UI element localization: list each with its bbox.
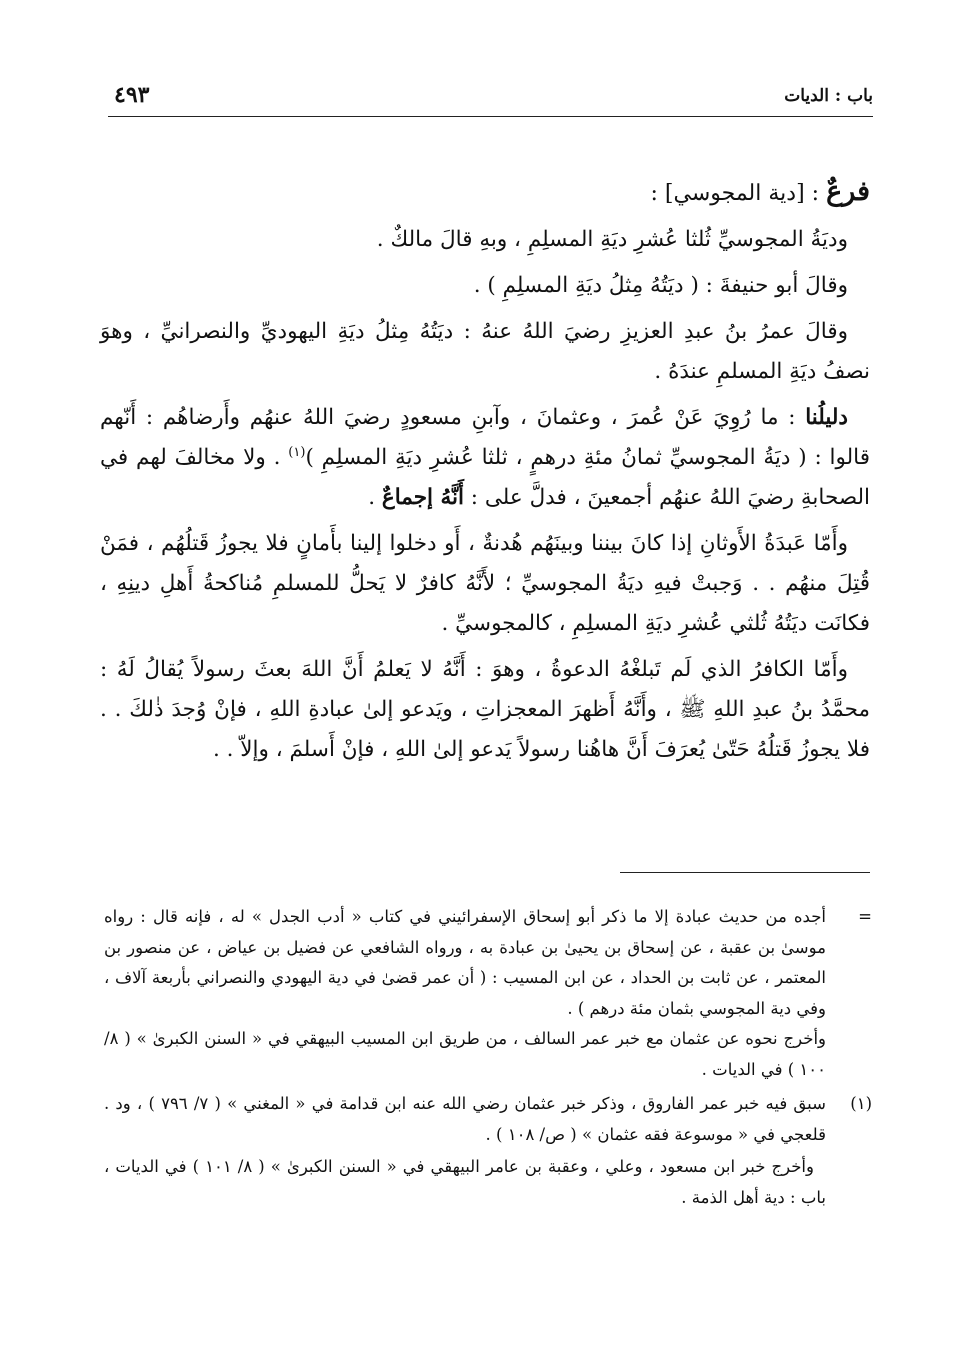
- section-heading-title: : [دية المجوسي] :: [650, 181, 827, 206]
- footnote-marker: =: [858, 907, 872, 926]
- footnote-reference: (١): [288, 444, 306, 460]
- paragraph-4-text-a: : ما رُوِيَ عَنْ عُمرَ ، وعثمانَ ، وآبنِ مسعودٍ رضيَ اللهُ عنهُم وأَرضاهُم : أَنّهم قالوا : ( ديَةُ المجوسيِّ ثمانُ مئةِ درهمٍ ، ثلثا عُشرِ ديَةِ المسلِمِ ): [100, 405, 870, 470]
- section-heading-word: فرعٌ: [826, 176, 870, 207]
- paragraph-5: وأَمّا عَبدَةُ الأَوثانِ إذا كانَ بيننا وبينَهُم هُدنةٌ ، أَو دخلوا إلينا بأَمانٍ فلا يجوزُ قَتلُهُم ، فمَنْ قُتِلَ منهُم . . وَجبتْ فيهِ ديَةُ المجوسيِّ ؛ لأَنَّهُ كافرٌ لا يَحلُّ للمسلمِ مُناكحةُ أَهلِ دينِهِ ، فكانَت ديَتُهُ ثُلثي عُشرِ ديَةِ المسلِمِ ، كالمجوسيِّ .: [100, 531, 870, 636]
- paragraph-6: وأَمّا الكافرُ الذي لَم تَبلغْهُ الدعوةُ ، وهوَ : أَنَّهُ لا يَعلمُ أَنَّ اللهَ بعثَ رسولاً يُقالُ لَهُ : محمَّدُ بنُ عبدِ اللهِ ﷺ ، وأَنَّهُ أَظهرَ المعجزاتِ ، ويَدعو إلىٰ عبادةِ اللهِ ، فإنْ وُجدَ ذٰلكَ . . فلا يجوزُ قَتلُهُ حَتّىٰ يُعرَفَ أَنَّ هاهُنا رسولاً يَدعو إلىٰ اللهِ ، فإنْ أَسلمَ ، وإلاّ . .: [100, 657, 870, 762]
- paragraph-4-text-d: .: [368, 485, 382, 510]
- consensus-phrase: أَنَّهُ إجماعٌ: [381, 485, 464, 510]
- footnotes: [104, 902, 872, 1217]
- evidence-label: دليلُنا: [805, 405, 848, 430]
- page-header: [108, 82, 873, 117]
- paragraph-4: [100, 398, 870, 518]
- paragraph-4-text-b: . ولا مخالفَ لهم في الصحابةِ رضيَ اللهُ عنهُم أجمعينَ ، فدلَّ على :: [100, 445, 870, 510]
- footnote-separator: [620, 872, 870, 873]
- footnote-paragraph: وأخرج خبر ابن مسعود ، وعلي ، وعقبة بن عامر البيهقي في « السنن الكبرىٰ » ( ٨/ ١٠١ ) في الديات ، باب : دية أهل الذمة .: [104, 1157, 826, 1207]
- paragraph-3: وقالَ عمرُ بنُ عبدِ العزيزِ رضيَ اللهُ عنهُ : ديَتُهُ مِثلُ ديَةِ اليهوديِّ والنصرانيِّ ، وهوَ نصفُ ديَةِ المسلمِ عندَهُ .: [100, 319, 870, 384]
- footnote-continued: [104, 902, 872, 1085]
- footnote-paragraph: سبق فيه خبر عمر الفاروق ، وذكر خبر عثمان رضي الله عنه ابن قدامة في « المغني » ( ٧/ ٧٩٦ ) ، ود . قلعجي في « موسوعة فقه عثمان » ( ص/ ١٠٨ ) .: [104, 1094, 826, 1144]
- paragraph-1: وديَةُ المجوسيِّ ثُلثا عُشرِ ديَةِ المسلِمِ ، وبهِ قالَ مالكٌ .: [376, 227, 848, 252]
- main-text: [100, 172, 870, 776]
- footnote-paragraph: وأخرج نحوه عن عثمان مع خبر عمر السالف ، من طريق ابن المسيب البيهقي في « السنن الكبرىٰ » ( ٨/ ١٠٠ ) في الديات .: [104, 1029, 826, 1079]
- footnote-paragraph: أجده من حديث عبادة إلا ما ذكر أبو إسحاق الإسفرائيني في كتاب « أدب الجدل » له ، فإنه قال : رواه موسىٰ بن عقبة ، عن إسحاق بن يحيىٰ بن عبادة به ، ورواه الشافعي عن فضيل بن عياض ، عن منصور بن المعتمر ، عن ثابت بن الحداد ، عن ابن المسيب : ( أن عمر قضىٰ في دية اليهودي والنصراني بأربعة آلاف ، وفي دية المجوسي بثمان مئة درهم ) .: [104, 907, 826, 1018]
- section-heading: [100, 172, 870, 214]
- footnote-marker: (١): [850, 1094, 872, 1113]
- footnote-1: [104, 1089, 872, 1213]
- paragraph-2: وقالَ أبو حنيفةَ : ( ديَتُهُ مِثلُ ديَةِ المسلِمِ ) .: [473, 273, 848, 298]
- running-title: باب : الديات: [784, 86, 873, 106]
- page-number: ٤٩٣: [114, 82, 150, 108]
